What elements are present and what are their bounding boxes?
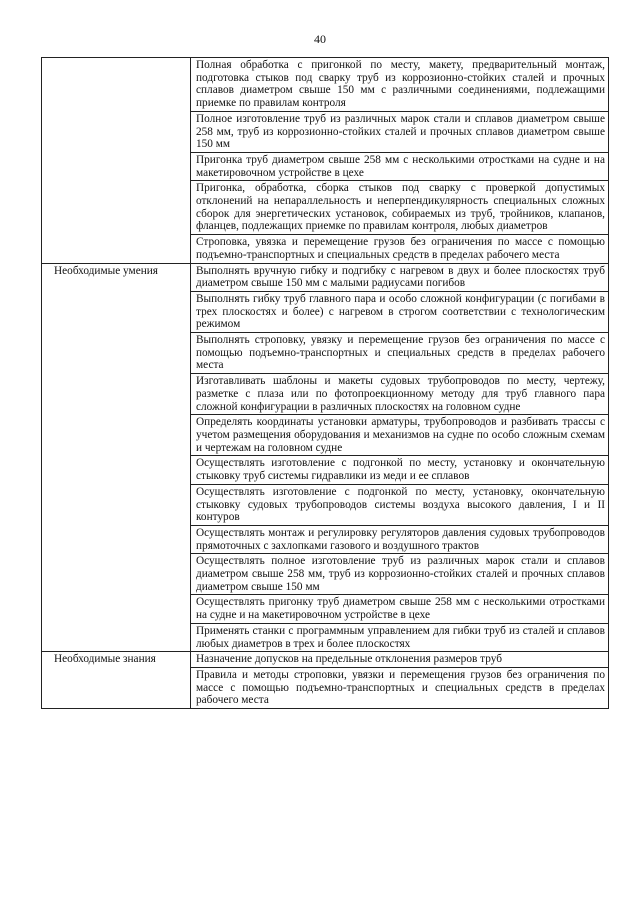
row-text: Выполнять вручную гибку и подгибку с нагревом в двух и более плоскостях труб диаметром свыше 150 мм с малыми радиусами погибов [191,263,609,291]
table-row [42,456,609,484]
table-row [42,58,609,112]
row-text: Применять станки с программным управлением для гибки труб из сталей и сплавов любых диаметров в трех и более плоскостях [191,623,609,651]
row-text: Полная обработка с пригонкой по месту, макету, предварительный монтаж, подготовка стыков под сварку труб из коррозионно-стойких сталей и прочных сплавов диаметром свыше 150 мм с различными соединениями, подлежащими приемке по правилам контроля [191,58,609,112]
row-text: Пригонка, обработка, сборка стыков под сварку с проверкой допустимых отклонений на непараллельность и неперпендикулярность специальных сложных сборок для энергетических установок, собираемых из труб, тройников, клапанов, фланцев, подлежащих приемке по правилам контроля, любых диаметров [191,181,609,235]
row-text: Определять координаты установки арматуры, трубопроводов и разбивать трассы с учетом размещения оборудования и механизмов на судне по особо сложным схемам и чертежам на головном судне [191,415,609,456]
table-row [42,235,609,263]
table-row [42,484,609,525]
row-text: Осуществлять пригонку труб диаметром свыше 258 мм с несколькими отростками на судне и на макетировочном устройстве в цехе [191,595,609,623]
table-row [42,181,609,235]
row-label [42,58,191,112]
row-text: Выполнять гибку труб главного пара и особо сложной конфигурации (с погибами в трех плоскостях и более) с нагревом в строгом соответствии с технологическим режимом [191,291,609,332]
table-row [42,652,609,668]
row-text: Назначение допусков на предельные отклонения размеров труб [191,652,609,668]
table-row [42,595,609,623]
table-row [42,554,609,595]
table-row [42,415,609,456]
row-label-knowledge: Необходимые знания [42,652,191,668]
table-row [42,374,609,415]
page-number: 40 [314,32,326,46]
table-row [42,667,609,708]
row-text: Осуществлять монтаж и регулировку регуляторов давления судовых трубопроводов прямоточных с захлопками газового и воздушного трактов [191,525,609,553]
row-text: Пригонка труб диаметром свыше 258 мм с несколькими отростками на судне и на макетировочном устройстве в цехе [191,152,609,180]
table-row [42,623,609,651]
requirements-table [41,57,609,709]
table-row [42,333,609,374]
row-label-skills: Необходимые умения [42,263,191,291]
table-row [42,291,609,332]
row-text: Изготавливать шаблоны и макеты судовых трубопроводов по месту, чертежу, разметке с плаза или по фотопроекционному методу для труб главного пара сложной конфигурации в различных плоскостях на головном судне [191,374,609,415]
row-text: Осуществлять изготовление с подгонкой по месту, установку и окончательную стыковку труб системы гидравлики из меди и ее сплавов [191,456,609,484]
row-text: Выполнять строповку, увязку и перемещение грузов без ограничения по массе с помощью подъемно-транспортных и специальных средств в пределах рабочего места [191,333,609,374]
row-text: Строповка, увязка и перемещение грузов без ограничения по массе с помощью подъемно-транспортных и специальных средств в пределах рабочего места [191,235,609,263]
row-text: Полное изготовление труб из различных марок стали и сплавов диаметром свыше 258 мм, труб из коррозионно-стойких сталей и прочных сплавов диаметром свыше 150 мм [191,111,609,152]
table-row [42,111,609,152]
table-row [42,525,609,553]
table-row [42,152,609,180]
row-text: Правила и методы строповки, увязки и перемещения грузов без ограничения по массе с помощью подъемно-транспортных и специальных средств в пределах рабочего места [191,667,609,708]
row-text: Осуществлять изготовление с подгонкой по месту, установку, окончательную стыковку судовых трубопроводов системы воздуха высокого давления, I и II контуров [191,484,609,525]
row-text: Осуществлять полное изготовление труб из различных марок стали и сплавов диаметром свыше 258 мм, труб из коррозионно-стойких сталей и прочных сплавов диаметром свыше 150 мм [191,554,609,595]
table-row [42,263,609,291]
